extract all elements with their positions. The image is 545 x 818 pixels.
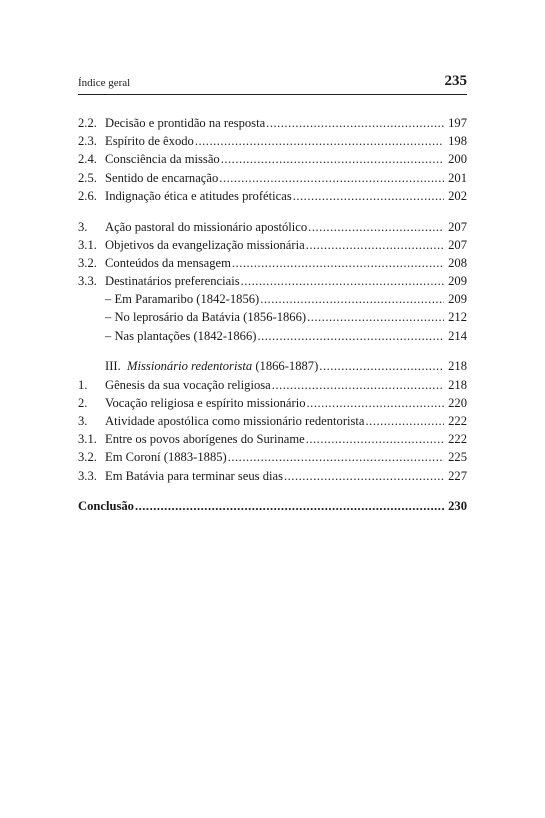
toc-entry <box>78 169 467 187</box>
toc-entry-title: Vocação religiosa e espírito missionário <box>105 395 306 410</box>
toc-entry-title: Decisão e prontidão na resposta <box>105 116 266 130</box>
running-header <box>78 71 467 91</box>
toc-entry-title: Consciência da missão <box>105 152 220 167</box>
toc-entry <box>78 357 467 375</box>
dot-leader <box>366 412 444 430</box>
toc-entry-page: 207 <box>448 237 467 252</box>
toc-entry <box>78 412 467 430</box>
toc-entry-page: 225 <box>448 450 467 465</box>
toc-entry-number: 3.3. <box>78 468 97 483</box>
toc-entry-number: 3. <box>78 219 88 234</box>
dot-leader <box>260 290 444 308</box>
toc-entry-title: Destinatários preferenciais <box>105 274 240 289</box>
toc-entry-page: 220 <box>448 395 467 410</box>
part-numeral: III. <box>105 359 121 374</box>
toc-entry-number: 3.3. <box>78 274 97 289</box>
toc-entry <box>78 236 467 254</box>
toc-entry-title: Atividade apostólica como missionário redentorista <box>105 414 365 428</box>
toc-entry-page: 209 <box>448 274 467 289</box>
toc-entry-title: Indignação ética e atitudes proféticas <box>105 188 292 203</box>
dot-leader <box>306 430 444 448</box>
toc-entry-page: 208 <box>448 255 467 270</box>
dot-leader <box>221 150 444 168</box>
toc-entry-title: Conteúdos da mensagem <box>105 255 231 270</box>
toc-entry-number: 2. <box>78 395 88 410</box>
toc-entry-number: 2.4. <box>78 152 97 167</box>
part-title: Missionário redentorista <box>127 359 253 374</box>
toc-entry-page: 230 <box>448 499 467 514</box>
dot-leader <box>135 497 444 515</box>
toc-entry-page: 201 <box>448 170 467 185</box>
toc-entry <box>78 150 467 168</box>
toc-entry-page: 197 <box>448 116 467 130</box>
toc-entry-number: 2.5. <box>78 170 97 185</box>
toc-entry-page: 200 <box>448 152 467 167</box>
toc-entry <box>78 327 467 345</box>
dot-leader <box>219 169 444 187</box>
toc-entry <box>78 290 467 308</box>
section-gap <box>78 485 467 498</box>
dot-leader <box>232 254 444 272</box>
dot-leader <box>195 132 444 150</box>
dot-leader <box>272 376 444 394</box>
toc-entry-page: 212 <box>448 310 467 325</box>
toc-entry-page: 218 <box>448 359 467 374</box>
toc-entry <box>78 114 467 132</box>
toc-entry-number: 3. <box>78 414 88 428</box>
toc-entry-page: 222 <box>448 414 467 428</box>
toc-entry-number: 2.3. <box>78 134 97 149</box>
dot-leader <box>307 308 444 326</box>
toc-entry <box>78 430 467 448</box>
dot-leader <box>293 187 444 205</box>
toc-entry <box>78 187 467 205</box>
toc-entry-number: 3.2. <box>78 450 97 465</box>
toc-entry-title: – No leprosário da Batávia (1856-1866) <box>105 310 307 325</box>
dot-leader <box>307 394 444 412</box>
toc-entry-page: 202 <box>448 188 467 203</box>
toc-entry <box>78 218 467 236</box>
dot-leader <box>228 448 444 466</box>
toc-entry-number: 2.2. <box>78 116 97 130</box>
toc-entry-page: 222 <box>448 432 467 447</box>
dot-leader <box>257 327 444 345</box>
toc-entry-title: Ação pastoral do missionário apostólico <box>105 219 308 234</box>
table-of-contents <box>78 114 467 516</box>
dot-leader <box>241 272 444 290</box>
toc-entry-title <box>105 357 318 375</box>
dot-leader <box>308 218 444 236</box>
toc-entry-number: 2.6. <box>78 188 97 203</box>
section-gap <box>78 205 467 218</box>
toc-entry-title: Sentido de encarnação <box>105 170 219 185</box>
toc-entry-conclusion <box>78 497 467 515</box>
toc-entry-number: 3.2. <box>78 255 97 270</box>
toc-entry-title: – Em Paramaribo (1842-1856) <box>105 292 260 307</box>
toc-entry-number: 1. <box>78 377 88 392</box>
toc-entry-title: Espírito de êxodo <box>105 134 194 149</box>
toc-entry <box>78 272 467 290</box>
toc-entry <box>78 394 467 412</box>
toc-entry-title: Em Coroní (1883-1885) <box>105 450 227 465</box>
part-dates: (1866-1887) <box>255 359 319 374</box>
toc-entry <box>78 132 467 150</box>
toc-entry <box>78 308 467 326</box>
toc-entry <box>78 448 467 466</box>
toc-entry-page: 214 <box>448 328 467 343</box>
dot-leader <box>266 114 444 132</box>
toc-entry-title: Objetivos da evangelização missionária <box>105 237 305 252</box>
page-number: 235 <box>444 73 467 89</box>
toc-entry <box>78 376 467 394</box>
toc-entry-title: Entre os povos aborígenes do Suriname <box>105 432 305 447</box>
toc-entry-number: 3.1. <box>78 237 97 252</box>
toc-entry-page: 209 <box>448 292 467 307</box>
dot-leader <box>306 236 444 254</box>
section-gap <box>78 345 467 358</box>
running-header-title: Índice geral <box>78 77 131 89</box>
toc-entry <box>78 467 467 485</box>
toc-entry-title: Em Batávia para terminar seus dias <box>105 468 283 483</box>
dot-leader <box>284 467 444 485</box>
toc-entry-title: Conclusão <box>78 499 134 514</box>
toc-entry-page: 227 <box>448 468 467 483</box>
header-rule <box>78 94 467 95</box>
toc-entry <box>78 254 467 272</box>
toc-entry-page: 218 <box>448 377 467 392</box>
dot-leader <box>319 357 444 375</box>
toc-entry-title: Gênesis da sua vocação religiosa <box>105 377 271 392</box>
toc-entry-number: 3.1. <box>78 432 97 447</box>
toc-entry-page: 198 <box>448 134 467 149</box>
toc-entry-page: 207 <box>448 219 467 234</box>
toc-entry-title: – Nas plantações (1842-1866) <box>105 328 257 343</box>
